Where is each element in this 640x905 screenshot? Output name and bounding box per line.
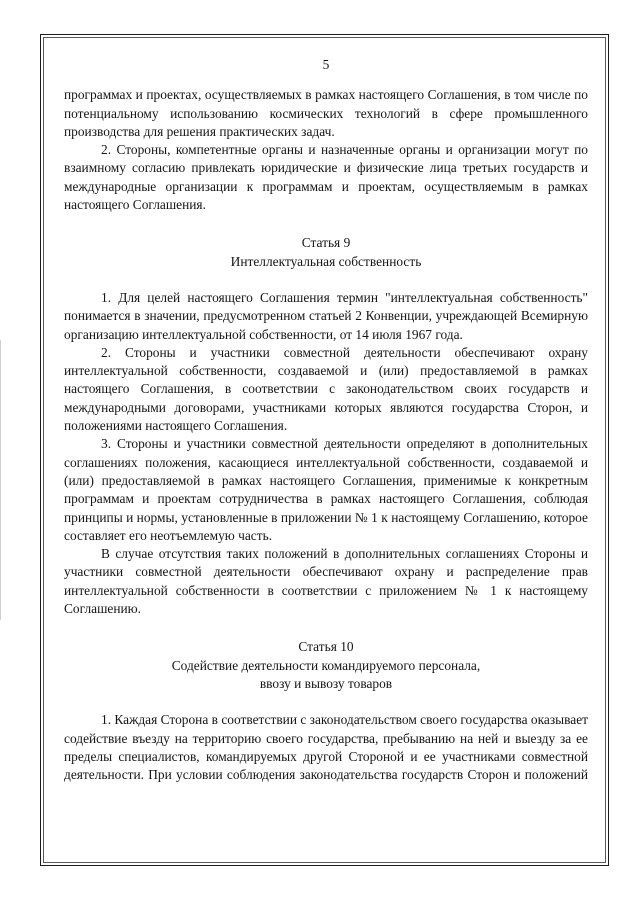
paragraph-clause-2: 2. Стороны, компетентные органы и назначенные органы и организации могут по взаимному согласию привлекать юридические и физические лица третьих государств и международные организации к программам и проектам, осуществляемым в рамках настоящего Соглашения.: [64, 142, 588, 213]
article-9-title: Интеллектуальная собственность: [230, 253, 422, 269]
article-9-clause-3: 3. Стороны и участники совместной деятельности определяют в дополнительных соглашениях положения, касающиеся интеллектуальной собственности, создаваемой и (или) предоставляемой в рамках настоящего Соглашения, применимые к конкретным программам и проектам сотрудничества в рамках настоящего Соглашения, соблюдая принципы и нормы, установленные в приложении № 1 к настоящему Соглашению, которое составляет его неотъемлемую часть.: [64, 436, 588, 543]
paragraph-continuation: программах и проектах, осуществляемых в рамках настоящего Соглашения, в том числе по потенциальному использованию космических технологий в сфере промышленного производства для решения практических задач.: [64, 87, 588, 139]
document-page: [64, 56, 588, 784]
article-9-clause-1: 1. Для целей настоящего Соглашения термин "интеллектуальная собственность" понимается в значении, предусмотренном статьей 2 Конвенции, учреждающей Всемирную организацию интеллектуальной собственности, от 14 июля 1967 года.: [64, 289, 588, 342]
article-10-title-line-1: Содействие деятельности командируемого персонала,: [171, 657, 481, 673]
page-number: 5: [322, 57, 330, 72]
article-10-clause-1: 1. Каждая Сторона в соответствии с законодательством своего государства оказывает содействие въезду на территорию своего государства, пребыванию на ней и выезду за ее пределы специалистов, командируемых другой Стороной и ее участниками совместной деятельности. При условии соблюдения законодательства государств Сторон и положений: [64, 712, 588, 783]
article-9-number: Статья 9: [301, 235, 351, 251]
article-10-number: Статья 10: [298, 639, 354, 655]
scan-edge-mark: [0, 0, 1, 905]
article-9-clause-2: 2. Стороны и участники совместной деятельности обеспечивают охрану интеллектуальной собственности, создаваемой и (или) предоставляемой в рамках настоящего Соглашения, в соответствии с законодательством своих государств и международными договорами, участниками которых являются государства Сторон, и положениями настоящего Соглашения.: [64, 344, 588, 434]
article-10-title-line-2: ввозу и вывозу товаров: [259, 675, 393, 691]
article-9-clause-4: В случае отсутствия таких положений в дополнительных соглашениях Стороны и участники совместной деятельности обеспечивают охрану и распределение прав интеллектуальной собственности в соответствии с приложением № 1 к настоящему Соглашению.: [64, 546, 588, 617]
